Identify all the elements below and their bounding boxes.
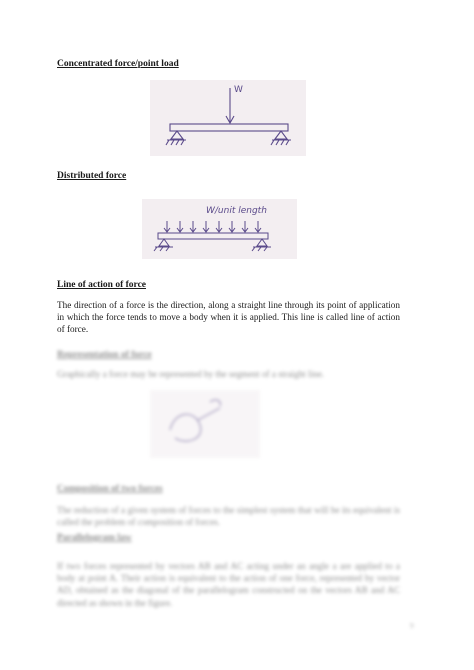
heading-parallelogram: Parallelogram law	[57, 533, 132, 543]
heading-distributed-force: Distributed force	[57, 171, 127, 181]
blurred-preview	[0, 338, 474, 670]
composition-paragraph: The reduction of a given system of forces to the simplest system that will be its equivalent is called the problem of composition of forces.	[57, 505, 400, 528]
point-load-figure	[150, 80, 306, 156]
heading-representation: Representation of force	[57, 350, 152, 360]
line-of-action-paragraph: The direction of a force is the direction, along a straight line through its point of application in which the force tends to move a body when it is applied. This line is called line of action of force.	[57, 300, 400, 335]
representation-paragraph: Graphically a force may be represented by the segment of a straight line.	[57, 369, 325, 379]
parallelogram-paragraph: If two forces represented by vectors AB and AC acting under an angle a are applied to a body at point A. Their action is equivalent to the action of one force, represented by vector AD, obtained as the diagonal of the parallelogram constructed on the vectors AB and AC directed as shown in the figure.	[57, 561, 400, 608]
representation-figure	[150, 390, 260, 458]
page-number: 9	[410, 622, 414, 630]
distributed-load-label: W/unit length	[206, 206, 267, 216]
distributed-load-figure	[142, 199, 297, 259]
heading-concentrated-force: Concentrated force/point load	[57, 59, 179, 69]
point-load-label: W	[234, 85, 243, 95]
heading-line-of-action: Line of action of force	[57, 280, 146, 290]
heading-composition: Composition of two forces	[57, 484, 163, 494]
